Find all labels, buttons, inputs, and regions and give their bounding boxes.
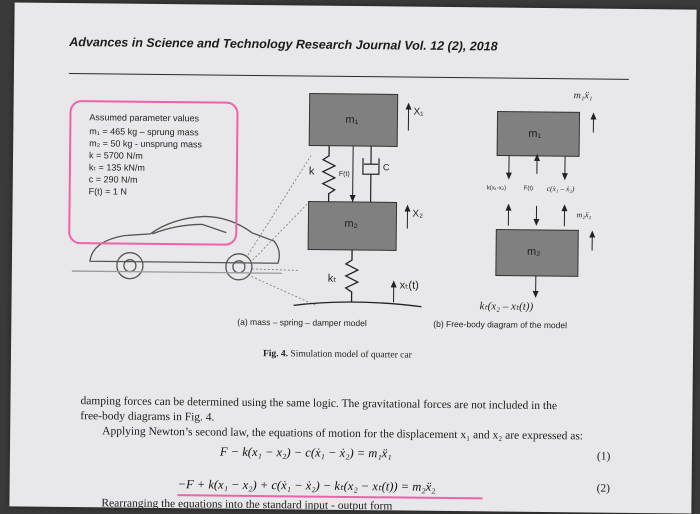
label-spring-force: k(x₁-x₂): [487, 185, 506, 191]
label-x2-a: X₂: [412, 209, 423, 220]
label-m2-a: m₂: [344, 218, 358, 230]
journal-page: [9, 2, 696, 513]
figure-caption-text: Simulation model of quarter car: [290, 349, 411, 360]
model-b: [496, 112, 597, 299]
label-m2-b: m₂: [527, 246, 541, 258]
body-line-1: damping forces can be determined using the same logic. The gravitational forces are not included in the: [80, 395, 557, 412]
parameter-box: [68, 100, 238, 246]
label-m1-a: m₁: [345, 114, 358, 126]
figure-caption: [263, 349, 412, 361]
parameter-k: k = 5700 N/m: [89, 150, 143, 161]
label-m1-accel: m₁ẍ₁: [574, 90, 593, 101]
label-m1-b: m₁: [528, 128, 541, 140]
equation-2: −F + k(x₁ − x₂) + c(ẋ₁ − ẋ₂) − kₜ(x₂ − xₜ(t)) = m₂ẍ₂: [178, 476, 436, 495]
equation-1-number: (1): [597, 451, 611, 463]
parameter-kt: kₜ = 135 kN/m: [89, 162, 145, 174]
label-tire-force: kₜ(x₂ – xₜ(t)): [479, 299, 533, 313]
caption-model-a: (a) mass – spring – damper model: [237, 317, 367, 328]
parameter-force: F(t) = 1 N: [89, 186, 127, 196]
body-line-2: free-body diagrams in Fig. 4.: [80, 410, 214, 423]
parameter-c: c = 290 N/m: [89, 174, 138, 185]
label-k-a: k: [309, 166, 315, 178]
label-xt-a: xₜ(t): [400, 278, 419, 291]
parameter-title: Assumed parameter values: [89, 112, 199, 123]
caption-model-b: (b) Free-body diagram of the model: [433, 319, 567, 330]
label-damper-force: c(ẋ₁ – ẋ₂): [547, 184, 575, 193]
label-c-a: C: [383, 162, 390, 172]
body-line-3: Applying Newton’s second law, the equations of motion for the displacement x₁ and x₂ are expressed as:: [102, 425, 583, 442]
label-m2-accel: m₂ẍ₂: [576, 210, 591, 219]
label-kt-a: kₜ: [328, 272, 337, 285]
body-line-4: Rearranging the equations into the standard input - output form: [101, 497, 392, 512]
journal-header: Advances in Science and Technology Research Journal Vol. 12 (2), 2018: [69, 35, 498, 53]
label-x1-a: X₁: [413, 107, 423, 118]
label-force-b: F(t): [524, 186, 533, 192]
label-force-a: F(t): [339, 171, 350, 178]
model-a: [294, 93, 424, 306]
equation-2-number: (2): [597, 483, 611, 495]
parameter-m1: m₁ = 465 kg – sprung mass: [89, 126, 198, 137]
figure-label: Fig. 4.: [263, 349, 288, 359]
equation-1: F − k(x₁ − x₂) − c(ẋ₁ − ẋ₂) = m₁ẍ₁: [220, 445, 392, 462]
parameter-m2: m₂ = 50 kg - unsprung mass: [89, 138, 202, 149]
